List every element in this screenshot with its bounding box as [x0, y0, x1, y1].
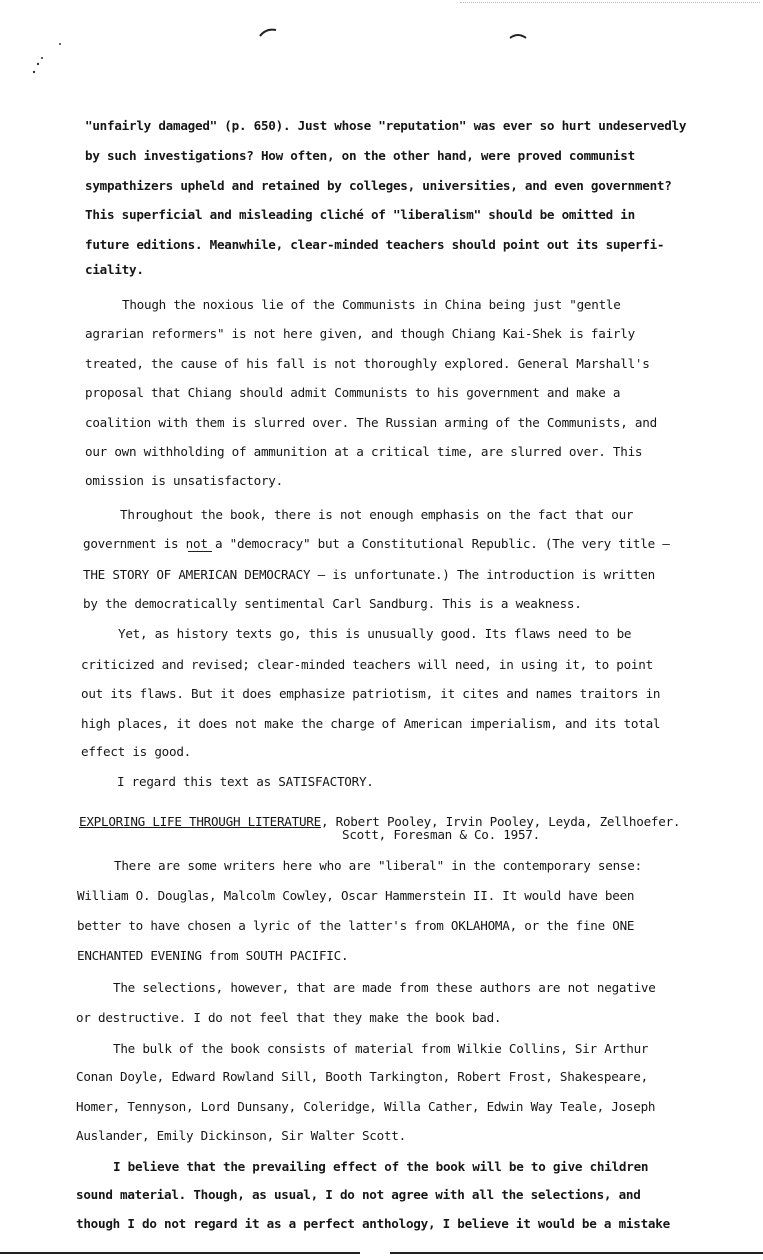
text-line: by such investigations? How often, on the other hand, were proved communist	[85, 148, 635, 163]
text-line: Though the noxious lie of the Communists in China being just "gentle	[122, 297, 621, 312]
text-line: Auslander, Emily Dickinson, Sir Walter Scott.	[76, 1128, 406, 1143]
text-line: omission is unsatisfactory.	[85, 473, 283, 488]
text-line: high places, it does not make the charge of American imperialism, and its total	[81, 716, 661, 731]
scan-mark-left	[258, 24, 278, 38]
text-line: our own withholding of ammunition at a critical time, are slurred over. This	[85, 444, 643, 459]
text-line: William O. Douglas, Malcolm Cowley, Oscar Hammerstein II. It would have been	[77, 888, 635, 903]
text-line: future editions. Meanwhile, clear-minded teachers should point out its superfi-	[85, 237, 665, 252]
bottom-rule-right	[390, 1252, 763, 1254]
text-line: THE STORY OF AMERICAN DEMOCRACY — is unfortunate.) The introduction is written	[83, 567, 655, 582]
text-line: "unfairly damaged" (p. 650). Just whose "reputation" was ever so hurt undeservedly	[85, 118, 687, 133]
book-publisher: Scott, Foresman & Co. 1957.	[342, 827, 540, 842]
book-title: EXPLORING LIFE THROUGH LITERATURE	[79, 814, 321, 829]
text-line: or destructive. I do not feel that they make the book bad.	[76, 1010, 502, 1025]
text-line: sympathizers upheld and retained by colleges, universities, and even government?	[85, 178, 672, 193]
text-line: Throughout the book, there is not enough emphasis on the fact that our	[120, 507, 634, 522]
text-line: agrarian reformers" is not here given, and though Chiang Kai-Shek is fairly	[85, 326, 635, 341]
bottom-rule-left	[0, 1252, 360, 1254]
text-line: ciality.	[85, 262, 144, 277]
text-line: proposal that Chiang should admit Communists to his government and make a	[85, 385, 621, 400]
text-line: effect is good.	[81, 744, 191, 759]
text-line: coalition with them is slurred over. The Russian arming of the Communists, and	[85, 415, 657, 430]
text-line: Homer, Tennyson, Lord Dunsany, Coleridge, Willa Cather, Edwin Way Teale, Joseph	[76, 1099, 656, 1114]
scan-mark-right	[508, 30, 528, 42]
verdict-line: I regard this text as SATISFACTORY.	[117, 774, 374, 789]
text-line: out its flaws. But it does emphasize patriotism, it cites and names traitors in	[81, 686, 661, 701]
text-line: The bulk of the book consists of material from Wilkie Collins, Sir Arthur	[113, 1041, 649, 1056]
text-line: treated, the cause of his fall is not thoroughly explored. General Marshall's	[85, 356, 650, 371]
text-line: Yet, as history texts go, this is unusually good. Its flaws need to be	[118, 626, 632, 641]
text-line: government is not a "democracy" but a Constitutional Republic. (The very title —	[83, 536, 670, 551]
text-line: better to have chosen a lyric of the latter's from OKLAHOMA, or the fine ONE	[77, 918, 635, 933]
book-authors: , Robert Pooley, Irvin Pooley, Leyda, Zellhoefer.	[320, 814, 681, 829]
text-line: The selections, however, that are made from these authors are not negative	[113, 980, 656, 995]
text-line: Conan Doyle, Edward Rowland Sill, Booth Tarkington, Robert Frost, Shakespeare,	[76, 1069, 648, 1084]
text-line: criticized and revised; clear-minded teachers will need, in using it, to point	[81, 657, 653, 672]
text-line: though I do not regard it as a perfect anthology, I believe it would be a mistake	[76, 1216, 670, 1231]
text-line: This superficial and misleading cliché of "liberalism" should be omitted in	[85, 207, 635, 222]
text-line: ENCHANTED EVENING from SOUTH PACIFIC.	[77, 948, 349, 963]
text-line: I believe that the prevailing effect of the book will be to give children	[113, 1159, 649, 1174]
scan-specks	[30, 40, 66, 80]
text-line: by the democratically sentimental Carl Sandburg. This is a weakness.	[83, 596, 582, 611]
text-line: There are some writers here who are "liberal" in the contemporary sense:	[114, 858, 642, 873]
top-edge-dots	[460, 2, 760, 3]
not-underline	[188, 551, 212, 552]
text-line: sound material. Though, as usual, I do not agree with all the selections, and	[76, 1187, 641, 1202]
